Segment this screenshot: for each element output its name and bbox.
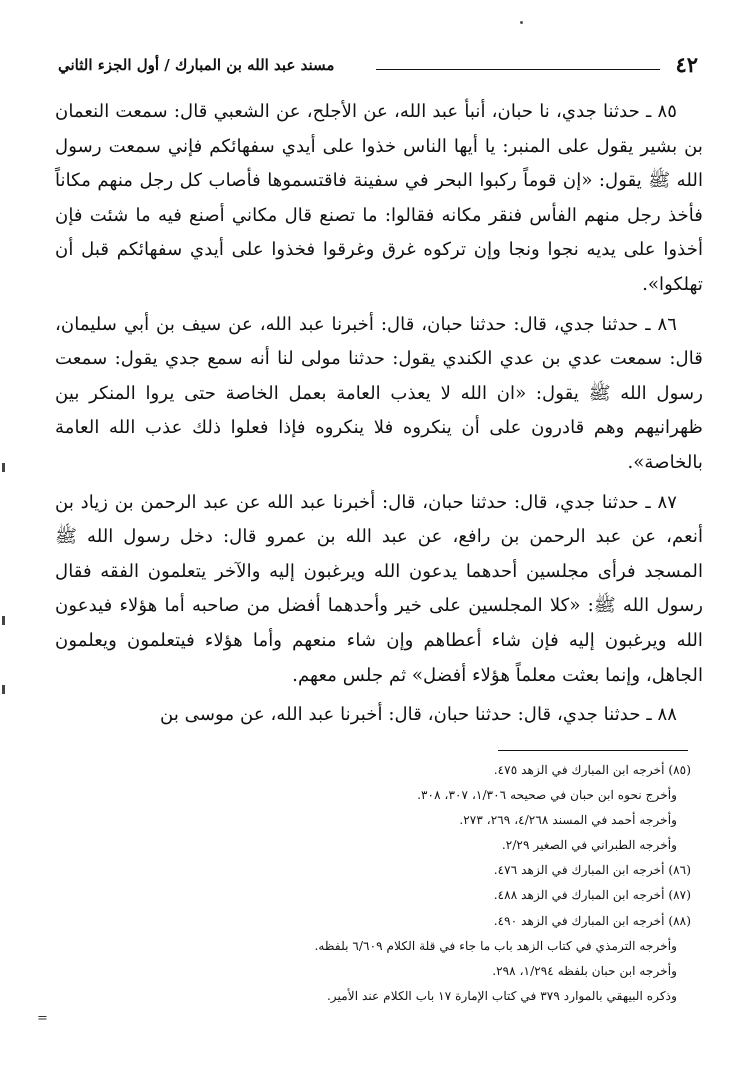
footnote-88-tirmidhi: وأخرجه الترمذي في كتاب الزهد باب ما جاء في قلة الكلام ٦/٦٠٩ بلفظه. xyxy=(314,938,677,953)
page-number: ٤٢ xyxy=(675,52,698,77)
running-title: مسند عبد الله بن المبارك / أول الجزء الثاني xyxy=(58,56,335,74)
footnote-rule xyxy=(498,750,688,751)
scan-edge-mark xyxy=(2,685,5,694)
footnote-88-ibn-hibban: وأخرجه ابن حبان بلفظه ١/٢٩٤، ٢٩٨. xyxy=(492,963,677,978)
footnote-85-ahmad: وأخرجه أحمد في المسند ٤/٢٦٨، ٢٦٩، ٢٧٣. xyxy=(459,813,677,828)
footnote-85: (٨٥) أخرجه ابن المبارك في الزهد ٤٧٥. xyxy=(493,763,691,777)
page-header xyxy=(58,50,698,80)
footnote-87: (٨٧) أخرجه ابن المبارك في الزهد ٤٨٨. xyxy=(493,888,691,903)
footnote-85-tabarani: وأخرجه الطبراني في الصغير ٢/٢٩. xyxy=(501,838,677,853)
scan-edge-mark xyxy=(2,463,5,472)
hadith-85: ٨٥ ـ حدثنا جدي، نا حبان، أنبأ عبد الله، عن الأجلح، عن الشعبي قال: سمعت النعمان بن بشير يقول على المنبر: يا أيها الناس خذوا على أيدي سفهائكم فإني سمعت رسول الله ﷺ يقول: «إن قوماً ركبوا البحر في سفينة فاقتسموها فأصاب كل رجل منهم مكاناً فأخذ رجل منهم الفأس فنقر مكانه فقالوا: ما تصنع قال مكاني أصنع فيه ما شئت فإن أخذوا على يديه نجوا ونجا وإن تركوه غرق وغرقوا فخذوا على أيدي سفهائكم قبل أن تهلكوا». xyxy=(55,101,703,295)
scan-edge-mark xyxy=(2,616,5,625)
hadith-87: ٨٧ ـ حدثنا جدي، قال: حدثنا حبان، قال: أخبرنا عبد الله عن عبد الرحمن بن زياد بن أنعم، عن عبد الرحمن بن رافع، عن عبد الله بن عمرو قال: دخل رسول الله ﷺ المسجد فرأى مجلسين أحدهما يدعون الله ويرغبون إليه والآخر يتعلمون الفقه فقال رسول الله ﷺ: «كلا المجلسين على خير وأحدهما أفضل من صاحبه أما هؤلاء فيدعون الله ويرغبون إليه فإن شاء أعطاهم وإن شاء منعهم وأما هؤلاء فيتعلمون ويعلمون الجاهل، وإنما بعثت معلماً هؤلاء أفضل» ثم جلس معهم. xyxy=(55,491,703,686)
footnote-85-ibn-hibban: وأخرج نحوه ابن حبان في صحيحه ١/٣٠٦، ٣٠٧، ٣٠٨. xyxy=(417,788,677,803)
body-text xyxy=(55,95,703,738)
hadith-88: ٨٨ ـ حدثنا جدي، قال: حدثنا حبان، قال: أخبرنا عبد الله، عن موسى بن xyxy=(159,704,677,726)
margin-mark: = xyxy=(37,1011,48,1026)
header-rule xyxy=(376,69,660,70)
footnote-86: (٨٦) أخرجه ابن المبارك في الزهد ٤٧٦. xyxy=(493,863,691,878)
footnote-88: (٨٨) أخرجه ابن المبارك في الزهد ٤٩٠. xyxy=(493,913,691,928)
footnote-88-bayhaqi: وذكره البيهقي بالموارد ٣٧٩ في كتاب الإمارة ١٧ باب الكلام عند الأمير. xyxy=(326,988,677,1003)
footnotes xyxy=(51,758,691,1009)
hadith-86: ٨٦ ـ حدثنا جدي، قال: حدثنا حبان، قال: أخبرنا عبد الله، عن سيف بن أبي سليمان، قال: سمعت عدي بن عدي الكندي يقول: حدثنا مولى لنا أنه سمع جدي يقول: سمعت رسول الله ﷺ يقول: «ان الله لا يعذب العامة بعمل الخاصة حتى يروا المنكر بين ظهرانيهم وهم قادرون على أن ينكروه فلا ينكروه فإذا فعلوا ذلك عذب الله العامة بالخاصة». xyxy=(55,313,703,473)
scan-speck xyxy=(520,21,523,24)
